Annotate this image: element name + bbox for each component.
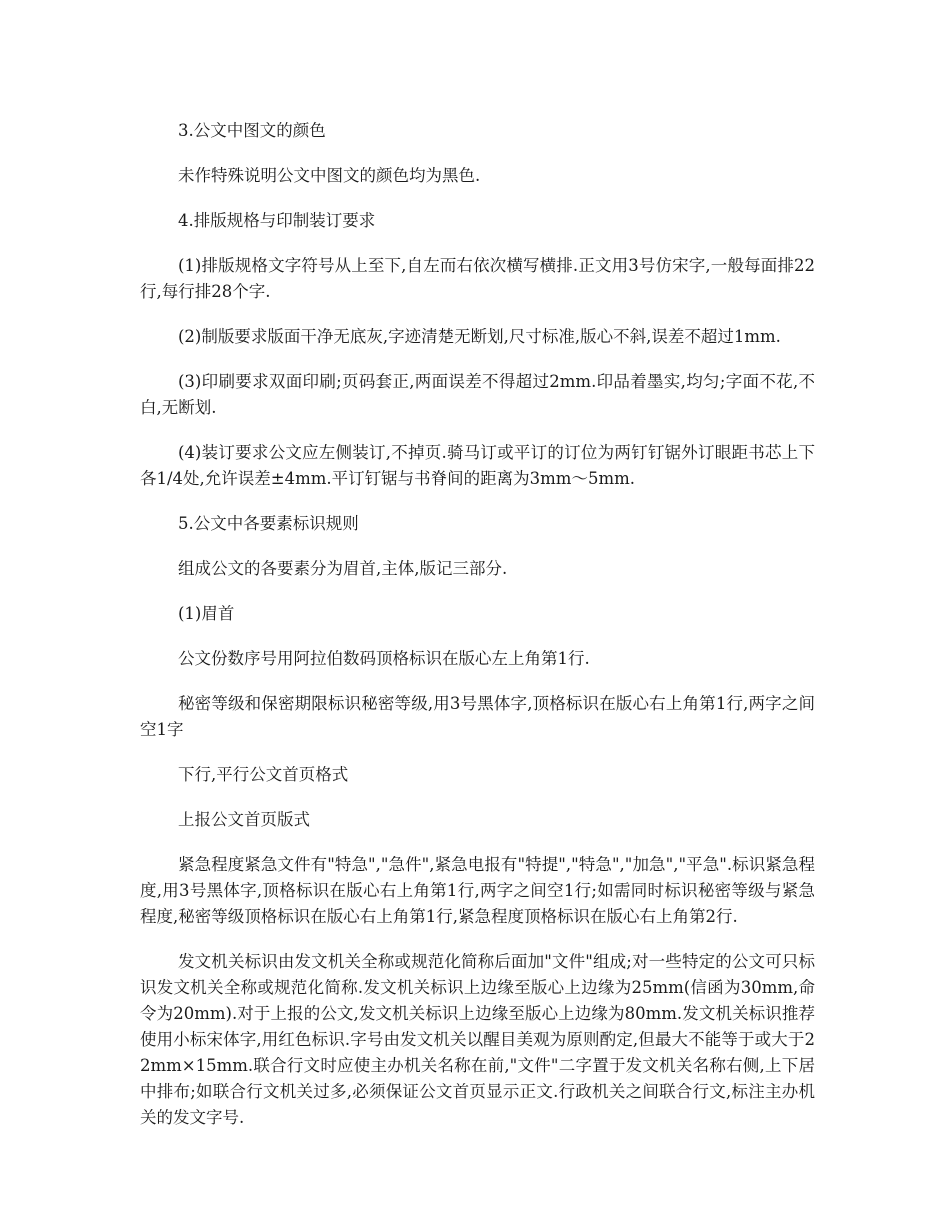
section-heading-color: 3.公文中图文的颜色 bbox=[178, 121, 326, 140]
subheading-header: (1)眉首 bbox=[178, 604, 235, 623]
paragraph-binding: (4)装订要求公文应左侧装订,不掉页.骑马订或平订的订位为两钉钉锯外订眼距书芯上下各1/4处,允许误差±4mm.平订钉锯与书脊间的距离为3mm～5mm. bbox=[140, 443, 815, 488]
document-page bbox=[140, 118, 815, 1150]
section-heading-layout: 4.排版规格与印制装订要求 bbox=[178, 211, 376, 230]
caption-downward-format: 下行,平行公文首页格式 bbox=[178, 765, 349, 784]
paragraph-secrecy-level: 秘密等级和保密期限标识秘密等级,用3号黑体字,顶格标识在版心右上角第1行,两字之间空1字 bbox=[140, 694, 815, 739]
paragraph-printing: (3)印刷要求双面印刷;页码套正,两面误差不得超过2mm.印品着墨实,均匀;字面不花,不白,无断划. bbox=[140, 372, 815, 417]
paragraph-color-rule: 未作特殊说明公文中图文的颜色均为黑色. bbox=[178, 166, 481, 185]
section-heading-elements: 5.公文中各要素标识规则 bbox=[178, 514, 359, 533]
paragraph-layout-spec: (1)排版规格文字符号从上至下,自左而右依次横写横排.正文用3号仿宋字,一般每面排22行,每行排28个字. bbox=[140, 256, 815, 301]
caption-upward-format: 上报公文首页版式 bbox=[178, 810, 310, 829]
paragraph-elements-intro: 组成公文的各要素分为眉首,主体,版记三部分. bbox=[178, 559, 508, 578]
paragraph-plate-making: (2)制版要求版面干净无底灰,字迹清楚无断划,尺寸标准,版心不斜,误差不超过1mm. bbox=[178, 327, 781, 346]
paragraph-issuing-authority: 发文机关标识由发文机关全称或规范化简称后面加"文件"组成;对一些特定的公文可只标识发文机关全称或规范化简称.发文机关标识上边缘至版心上边缘为25mm(信函为30mm,命令为20mm).对于上报的公文,发文机关标识上边缘至版心上边缘为80mm.发文机关标识推荐使用小标宋体字,用红色标识.字号由发文机关以醒目美观为原则酌定,但最大不能等于或大于22mm×15mm.联合行文时应使主办机关名称在前,"文件"二字置于发文机关名称右侧,上下居中排布;如联合行文机关过多,必须保证公文首页显示正文.行政机关之间联合行文,标注主办机关的发文字号. bbox=[140, 952, 815, 1127]
paragraph-urgency: 紧急程度紧急文件有"特急","急件",紧急电报有"特提","特急","加急","平急".标识紧急程度,用3号黑体字,顶格标识在版心右上角第1行,两字之间空1行;如需同时标识秘密等级与紧急程度,秘密等级顶格标识在版心右上角第1行,紧急程度顶格标识在版心右上角第2行. bbox=[140, 855, 815, 926]
paragraph-copy-number: 公文份数序号用阿拉伯数码顶格标识在版心左上角第1行. bbox=[178, 649, 590, 668]
